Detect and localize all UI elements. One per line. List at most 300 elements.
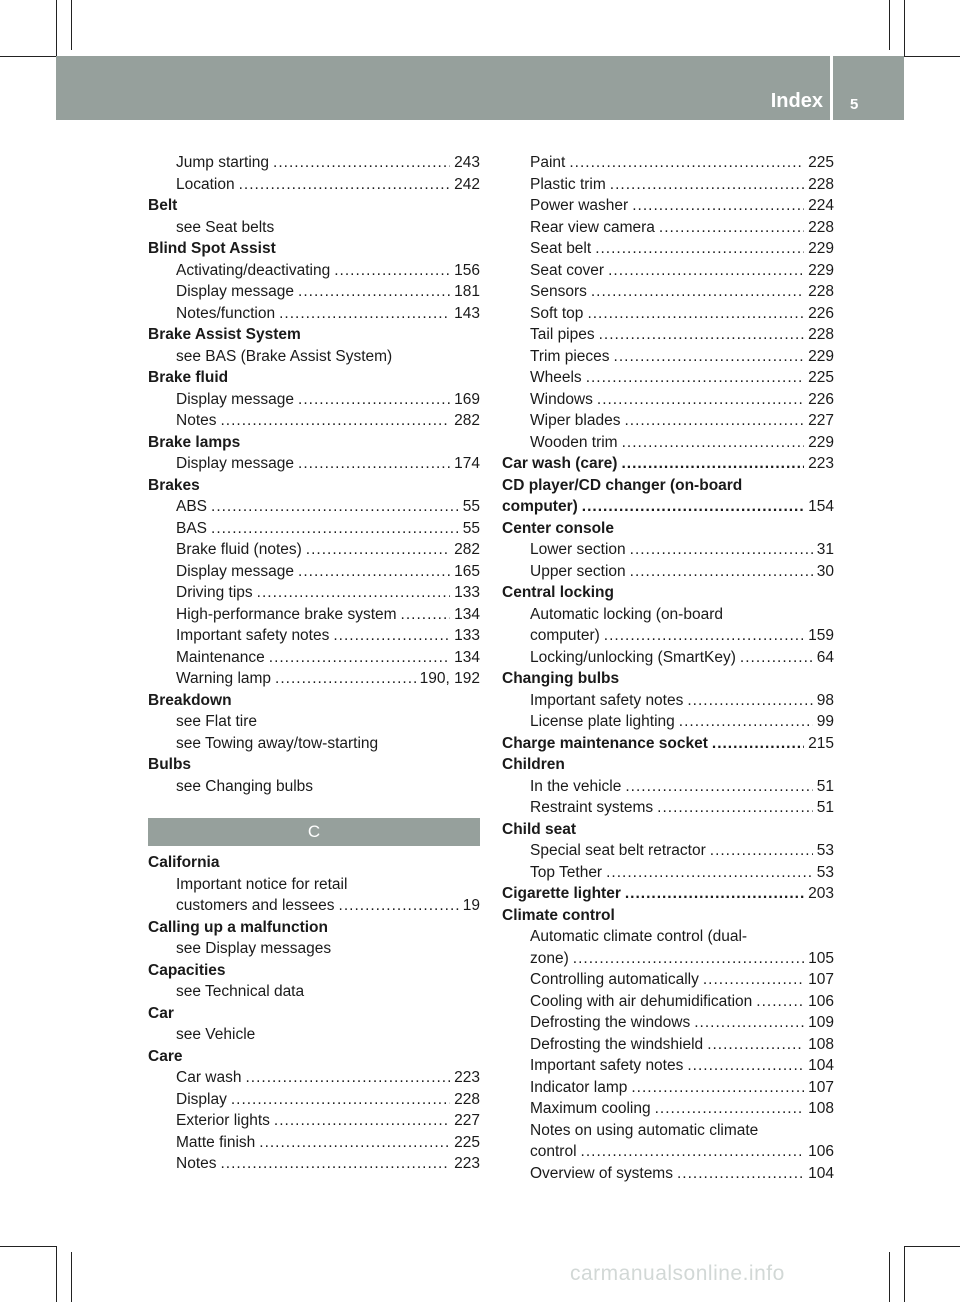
- index-entry: [502, 303, 834, 325]
- entry-text: Automatic locking (on-board: [530, 605, 723, 623]
- index-entry: [148, 432, 480, 454]
- dot-leader: [298, 389, 450, 411]
- entry-text: Central locking: [502, 584, 614, 601]
- index-entry: [502, 604, 834, 626]
- page-reference: 242: [454, 175, 480, 193]
- entry-text: Brake fluid: [148, 369, 229, 386]
- index-entry: [502, 733, 834, 755]
- dot-leader: [573, 948, 804, 970]
- page-reference: 19: [462, 897, 480, 914]
- index-entry: [148, 668, 480, 690]
- page-reference: 105: [808, 949, 834, 967]
- index-entry: [502, 518, 834, 540]
- page-reference: 228: [808, 326, 834, 343]
- dot-leader: [274, 1110, 450, 1132]
- dot-leader: [677, 1163, 804, 1185]
- entry-text: Cigarette lighter: [502, 885, 621, 902]
- index-entry: [502, 668, 834, 690]
- entry-text: Indicator lamp: [530, 1078, 628, 1096]
- page-reference: 228: [454, 1090, 480, 1108]
- index-entry: [148, 303, 480, 325]
- entry-text: Cooling with air dehumidification: [530, 992, 753, 1010]
- index-entry: [502, 1163, 834, 1185]
- dot-leader: [298, 561, 450, 583]
- page-reference: 99: [816, 713, 834, 730]
- crop-mark: [904, 0, 905, 56]
- dot-leader: [569, 152, 804, 174]
- index-entry: [502, 152, 834, 174]
- dot-leader: [740, 647, 813, 669]
- entry-text: ABS: [176, 498, 208, 515]
- entry-text: Child seat: [502, 820, 577, 838]
- index-column-right: [502, 152, 834, 1184]
- entry-text: Children: [502, 756, 565, 773]
- index-entry: [502, 862, 834, 884]
- dot-leader: [604, 625, 804, 647]
- dot-leader: [581, 1141, 805, 1163]
- index-entry: [148, 647, 480, 669]
- entry-text: Soft top: [530, 304, 584, 322]
- dot-leader: [333, 625, 450, 647]
- index-entry: [148, 453, 480, 475]
- index-entry: [148, 539, 480, 561]
- entry-text: High-performance brake system: [176, 605, 397, 623]
- index-entry: [148, 1067, 480, 1089]
- page-reference: 229: [808, 347, 834, 365]
- entry-text: Display message: [176, 455, 295, 472]
- index-entry: [502, 797, 834, 819]
- entry-text: Maintenance: [176, 648, 265, 666]
- index-entry: [148, 711, 480, 733]
- index-entry: [148, 981, 480, 1003]
- index-entry: [148, 238, 480, 260]
- dot-leader: [625, 776, 812, 798]
- entry-text: Important safety notes: [176, 627, 330, 644]
- dot-leader: [245, 1067, 450, 1089]
- index-entry: [502, 625, 834, 647]
- dot-leader: [687, 1055, 804, 1077]
- entry-text: Wheels: [530, 369, 582, 386]
- dot-leader: [630, 539, 813, 561]
- entry-text: Windows: [530, 390, 593, 408]
- page-reference: 243: [454, 154, 480, 171]
- dot-leader: [657, 797, 813, 819]
- page-number: 5: [850, 96, 859, 113]
- dot-leader: [259, 1132, 450, 1154]
- page-reference: 227: [808, 412, 834, 429]
- page-reference: 104: [808, 1164, 834, 1182]
- index-entry: [148, 518, 480, 540]
- index-entry: [502, 174, 834, 196]
- index-entry: [148, 475, 480, 497]
- page-reference: 108: [808, 1035, 834, 1053]
- dot-leader: [221, 410, 451, 432]
- page-reference: 282: [454, 412, 480, 429]
- entry-text: California: [148, 854, 220, 871]
- dot-leader: [687, 690, 812, 712]
- index-entry: [148, 1110, 480, 1132]
- entry-text: Blind Spot Assist: [148, 240, 276, 257]
- page-reference: 226: [808, 304, 834, 322]
- index-entry: [502, 905, 834, 927]
- page-reference: 106: [808, 1143, 834, 1160]
- page-reference: 53: [816, 842, 834, 859]
- index-entry: [148, 1024, 480, 1046]
- entry-text: Important notice for retail: [176, 875, 348, 893]
- page-reference: 223: [808, 455, 834, 472]
- entry-text: Care: [148, 1047, 183, 1065]
- dot-leader: [239, 174, 451, 196]
- index-entry: [502, 647, 834, 669]
- index-entry: [502, 1055, 834, 1077]
- dot-leader: [712, 733, 804, 755]
- page-reference: 31: [816, 541, 834, 558]
- crop-mark: [56, 0, 57, 56]
- index-entry: [502, 389, 834, 411]
- entry-text: Notes/function: [176, 304, 276, 322]
- entry-text: see Changing bulbs: [176, 777, 314, 795]
- dot-leader: [624, 410, 804, 432]
- index-entry: [502, 260, 834, 282]
- index-entry: [148, 960, 480, 982]
- entry-text: Defrosting the windshield: [530, 1035, 704, 1053]
- index-entry: [148, 346, 480, 368]
- entry-text: Warning lamp: [176, 670, 272, 687]
- page-reference: 133: [454, 627, 480, 644]
- page-reference: 228: [808, 175, 834, 193]
- page-reference: 55: [462, 498, 480, 515]
- entry-text: control: [530, 1143, 577, 1160]
- index-entry: [502, 367, 834, 389]
- entry-text: see Vehicle: [176, 1026, 256, 1043]
- entry-text: Calling up a malfunction: [148, 918, 328, 936]
- index-entry: [148, 1153, 480, 1175]
- entry-text: Car wash (care): [502, 455, 618, 472]
- page-reference: 229: [808, 433, 834, 451]
- index-entry: [502, 432, 834, 454]
- entry-text: customers and lessees: [176, 897, 335, 914]
- entry-text: Power washer: [530, 197, 629, 214]
- page-reference: 225: [808, 369, 834, 386]
- entry-text: zone): [530, 949, 569, 967]
- index-entry: [148, 852, 480, 874]
- entry-text: Sensors: [530, 283, 587, 300]
- entry-text: Special seat belt retractor: [530, 842, 706, 859]
- index-entry: [148, 604, 480, 626]
- entry-text: Driving tips: [176, 584, 253, 601]
- crop-mark: [904, 1246, 905, 1302]
- header-divider: [830, 56, 833, 120]
- index-entry: [148, 152, 480, 174]
- page-reference: 156: [454, 261, 480, 279]
- entry-text: Wooden trim: [530, 433, 618, 451]
- index-entry: [148, 1046, 480, 1068]
- dot-leader: [610, 174, 804, 196]
- page-reference: 143: [454, 304, 480, 322]
- dot-leader: [334, 260, 450, 282]
- page-reference: 223: [454, 1069, 480, 1086]
- index-entry: [148, 776, 480, 798]
- index-entry: [148, 625, 480, 647]
- index-entry: [502, 281, 834, 303]
- index-entry: [148, 1003, 480, 1025]
- index-entry: [502, 453, 834, 475]
- page-reference: 226: [808, 390, 834, 408]
- entry-text: Notes on using automatic climate: [530, 1121, 759, 1139]
- dot-leader: [275, 668, 416, 690]
- page-reference: 215: [808, 734, 834, 752]
- page-reference: 228: [808, 283, 834, 300]
- entry-text: Display message: [176, 390, 295, 408]
- index-entry: [502, 1012, 834, 1034]
- dot-leader: [597, 389, 804, 411]
- entry-text: Capacities: [148, 961, 226, 979]
- dot-leader: [707, 1034, 804, 1056]
- watermark: carmanualsonline.info: [570, 1262, 785, 1285]
- index-entry: [502, 561, 834, 583]
- entry-text: Brake Assist System: [148, 326, 301, 343]
- dot-leader: [211, 496, 459, 518]
- dot-leader: [273, 152, 450, 174]
- dot-leader: [606, 862, 813, 884]
- entry-text: Important safety notes: [530, 1057, 684, 1074]
- crop-mark: [71, 0, 72, 50]
- crop-mark: [0, 56, 56, 57]
- index-entry: [148, 410, 480, 432]
- entry-text: computer): [502, 498, 578, 515]
- entry-text: Matte finish: [176, 1133, 256, 1151]
- page-reference: 228: [808, 218, 834, 236]
- dot-leader: [710, 840, 813, 862]
- dot-leader: [306, 539, 450, 561]
- dot-leader: [221, 1153, 451, 1175]
- entry-text: Notes: [176, 1155, 217, 1172]
- page-reference: 225: [454, 1133, 480, 1151]
- entry-text: Belt: [148, 197, 178, 214]
- entry-text: Brake fluid (notes): [176, 541, 302, 558]
- page-reference: 203: [808, 885, 834, 902]
- dot-leader: [211, 518, 459, 540]
- page-reference: 109: [808, 1014, 834, 1031]
- entry-text: see Seat belts: [176, 218, 275, 236]
- index-entry: [148, 733, 480, 755]
- page-reference: 30: [816, 562, 834, 580]
- crop-mark: [904, 1246, 960, 1247]
- page-reference: 223: [454, 1155, 480, 1172]
- page-reference: 134: [454, 605, 480, 623]
- section-header-c: C: [148, 818, 480, 846]
- index-entry: [502, 217, 834, 239]
- dot-leader: [599, 324, 805, 346]
- entry-text: Defrosting the windows: [530, 1014, 691, 1031]
- entry-text: Upper section: [530, 562, 626, 580]
- page-title: Index: [770, 90, 823, 112]
- dot-leader: [586, 367, 804, 389]
- index-entry: [148, 874, 480, 896]
- entry-text: Controlling automatically: [530, 971, 699, 988]
- index-entry: [148, 496, 480, 518]
- index-entry: [502, 346, 834, 368]
- page-reference: 229: [808, 240, 834, 257]
- entry-text: Charge maintenance socket: [502, 734, 708, 752]
- dot-leader: [401, 604, 451, 626]
- entry-text: Jump starting: [176, 154, 270, 171]
- entry-text: Top Tether: [530, 863, 603, 881]
- dot-leader: [655, 1098, 805, 1120]
- index-entry: [148, 1089, 480, 1111]
- entry-text: see Technical data: [176, 983, 305, 1000]
- dot-leader: [756, 991, 804, 1013]
- index-entry: [148, 1132, 480, 1154]
- entry-text: see BAS (Brake Assist System): [176, 347, 393, 365]
- entry-text: see Towing away/tow-starting: [176, 734, 379, 752]
- dot-leader: [614, 346, 805, 368]
- index-entry: [502, 1077, 834, 1099]
- crop-mark: [889, 1252, 890, 1302]
- page-reference: 190, 192: [419, 670, 480, 687]
- index-entry: [502, 539, 834, 561]
- dot-leader: [591, 281, 804, 303]
- entry-text: Paint: [530, 154, 566, 171]
- index-entry: [148, 217, 480, 239]
- index-entry: [148, 938, 480, 960]
- index-entry: [148, 917, 480, 939]
- entry-text: Location: [176, 175, 235, 193]
- entry-text: see Display messages: [176, 940, 332, 957]
- dot-leader: [621, 453, 804, 475]
- entry-text: computer): [530, 627, 600, 644]
- page-reference: 51: [816, 777, 834, 795]
- page-reference: 282: [454, 541, 480, 558]
- dot-leader: [694, 1012, 804, 1034]
- index-entry: [502, 238, 834, 260]
- index-column-left-c: [148, 852, 480, 1175]
- entry-text: License plate lighting: [530, 713, 675, 730]
- dot-leader: [622, 432, 805, 454]
- page-reference: 165: [454, 562, 480, 580]
- entry-text: CD player/CD changer (on-board: [502, 476, 743, 494]
- crop-mark: [904, 56, 960, 57]
- entry-text: Lower section: [530, 541, 626, 558]
- entry-text: Seat belt: [530, 240, 592, 257]
- dot-leader: [631, 1077, 804, 1099]
- entry-text: Car: [148, 1004, 174, 1022]
- entry-text: Notes: [176, 412, 217, 429]
- entry-text: Maximum cooling: [530, 1100, 651, 1117]
- page-reference: 134: [454, 648, 480, 666]
- index-entry: [502, 324, 834, 346]
- page-reference: 229: [808, 261, 834, 279]
- index-entry: [148, 174, 480, 196]
- index-entry: [502, 1120, 834, 1142]
- page-reference: 64: [816, 648, 834, 666]
- index-entry: [502, 776, 834, 798]
- dot-leader: [679, 711, 813, 733]
- entry-text: In the vehicle: [530, 777, 622, 795]
- page-reference: 106: [808, 992, 834, 1010]
- entry-text: Display message: [176, 562, 295, 580]
- index-entry: [148, 281, 480, 303]
- entry-text: Restraint systems: [530, 799, 654, 816]
- entry-text: Trim pieces: [530, 347, 610, 365]
- index-entry: [148, 367, 480, 389]
- index-entry: [502, 819, 834, 841]
- entry-text: Center console: [502, 519, 614, 537]
- index-entry: [502, 1141, 834, 1163]
- entry-text: Display: [176, 1090, 227, 1108]
- entry-text: Wiper blades: [530, 412, 621, 429]
- index-entry: [148, 195, 480, 217]
- entry-text: Important safety notes: [530, 691, 684, 709]
- page-reference: 154: [808, 498, 834, 515]
- entry-text: Climate control: [502, 906, 615, 924]
- entry-text: Bulbs: [148, 756, 192, 773]
- page-reference: 104: [808, 1057, 834, 1074]
- index-column-left: [148, 152, 480, 797]
- dot-leader: [339, 895, 459, 917]
- dot-leader: [632, 195, 804, 217]
- crop-mark: [71, 1252, 72, 1302]
- dot-leader: [279, 303, 450, 325]
- dot-leader: [582, 496, 804, 518]
- index-entry: [502, 1098, 834, 1120]
- dot-leader: [630, 561, 813, 583]
- dot-leader: [298, 453, 450, 475]
- dot-leader: [269, 647, 450, 669]
- index-entry: [148, 690, 480, 712]
- entry-text: Rear view camera: [530, 218, 655, 236]
- index-entry: [502, 1034, 834, 1056]
- entry-text: BAS: [176, 519, 208, 537]
- page-reference: 55: [462, 519, 480, 537]
- entry-text: Brakes: [148, 476, 200, 494]
- crop-mark: [889, 0, 890, 50]
- page-reference: 108: [808, 1100, 834, 1117]
- page-reference: 133: [454, 584, 480, 601]
- dot-leader: [231, 1089, 450, 1111]
- index-entry: [502, 969, 834, 991]
- dot-leader: [595, 238, 804, 260]
- entry-text: Plastic trim: [530, 175, 606, 193]
- page-reference: 53: [816, 863, 834, 881]
- page-reference: 107: [808, 1078, 834, 1096]
- index-entry: [502, 711, 834, 733]
- page-reference: 159: [808, 627, 834, 644]
- entry-text: Car wash: [176, 1069, 242, 1086]
- index-entry: [148, 582, 480, 604]
- index-entry: [502, 991, 834, 1013]
- page-reference: 107: [808, 971, 834, 988]
- entry-text: Activating/deactivating: [176, 261, 331, 279]
- entry-text: Overview of systems: [530, 1164, 673, 1182]
- dot-leader: [257, 582, 450, 604]
- index-entry: [502, 475, 834, 497]
- index-entry: [148, 895, 480, 917]
- index-entry: [148, 561, 480, 583]
- page-reference: 51: [816, 799, 834, 816]
- index-entry: [502, 840, 834, 862]
- entry-text: Tail pipes: [530, 326, 595, 343]
- index-entry: [502, 754, 834, 776]
- dot-leader: [659, 217, 804, 239]
- index-entry: [502, 948, 834, 970]
- page-reference: 227: [454, 1112, 480, 1129]
- entry-text: Brake lamps: [148, 433, 241, 451]
- index-entry: [502, 690, 834, 712]
- page-reference: 224: [808, 197, 834, 214]
- entry-text: Seat cover: [530, 261, 605, 279]
- index-entry: [502, 496, 834, 518]
